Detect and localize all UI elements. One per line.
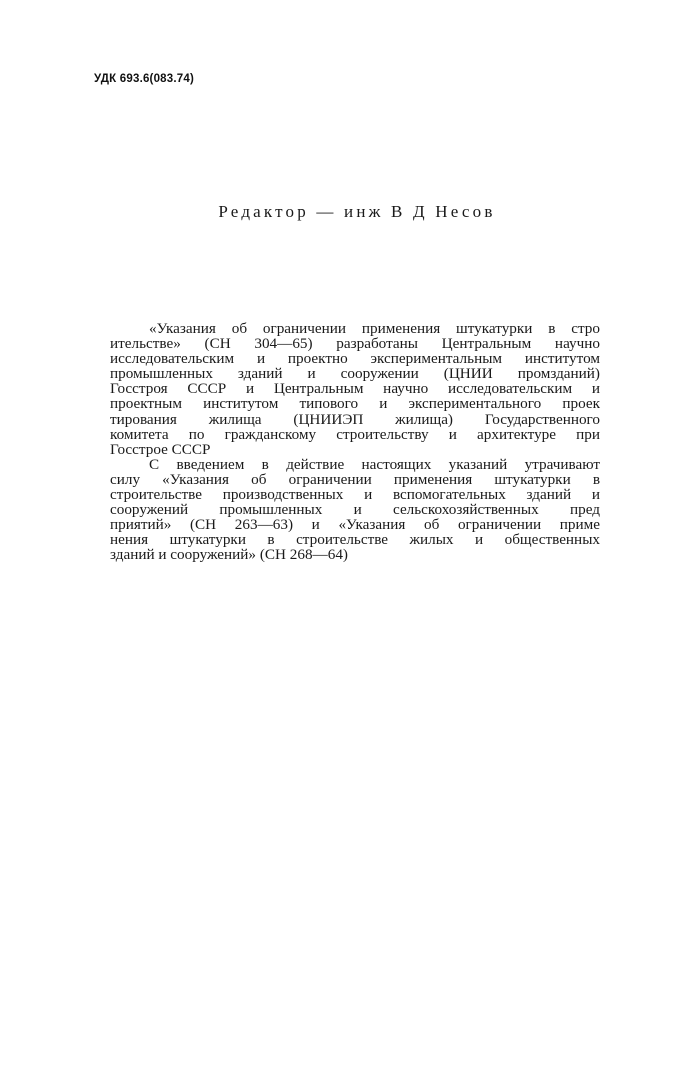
text-line: «Указания об ограничении применения штукатурки в стро — [149, 320, 600, 337]
text-line: промышленных зданий и сооружении (ЦНИИ промзданий) — [110, 365, 600, 383]
text-line: приятий» (СН 263—63) и «Указания об ограничении приме — [110, 516, 600, 534]
text-line: зданий и сооружений» (СН 268—64) — [110, 546, 348, 564]
text-line: комитета по гражданскому строительству и архитектуре при — [110, 425, 600, 443]
text-line: тирования жилища (ЦНИИЭП жилища) Государственного — [110, 410, 600, 428]
editor-credit: Редактор — инж В Д Несов — [218, 202, 496, 221]
text-line: исследовательским и проектно экспериментальным институтом — [110, 350, 600, 368]
udk-code: УДК 693.6(083.74) — [94, 73, 194, 85]
paragraph-authorship — [110, 321, 600, 457]
document-body — [110, 321, 600, 563]
text-line: сооружений промышленных и сельскохозяйственных пред — [110, 501, 600, 519]
text-line: нения штукатурки в строительстве жилых и общественных — [110, 531, 600, 549]
text-line: Госстроя СССР и Центральным научно исследовательским и — [110, 380, 600, 398]
paragraph-supersession — [110, 457, 600, 563]
text-line: строительстве производственных и вспомогательных зданий и — [110, 486, 600, 504]
text-line: Госстрое СССР — [110, 440, 211, 458]
text-line: проектным институтом типового и экспериментального проек — [110, 395, 600, 413]
text-line: ительстве» (СН 304—65) разработаны Центральным научно — [110, 335, 600, 353]
text-line: С введением в действие настоящих указаний утрачивают — [149, 455, 600, 473]
text-line: силу «Указания об ограничении применения штукатурки в — [110, 470, 600, 488]
